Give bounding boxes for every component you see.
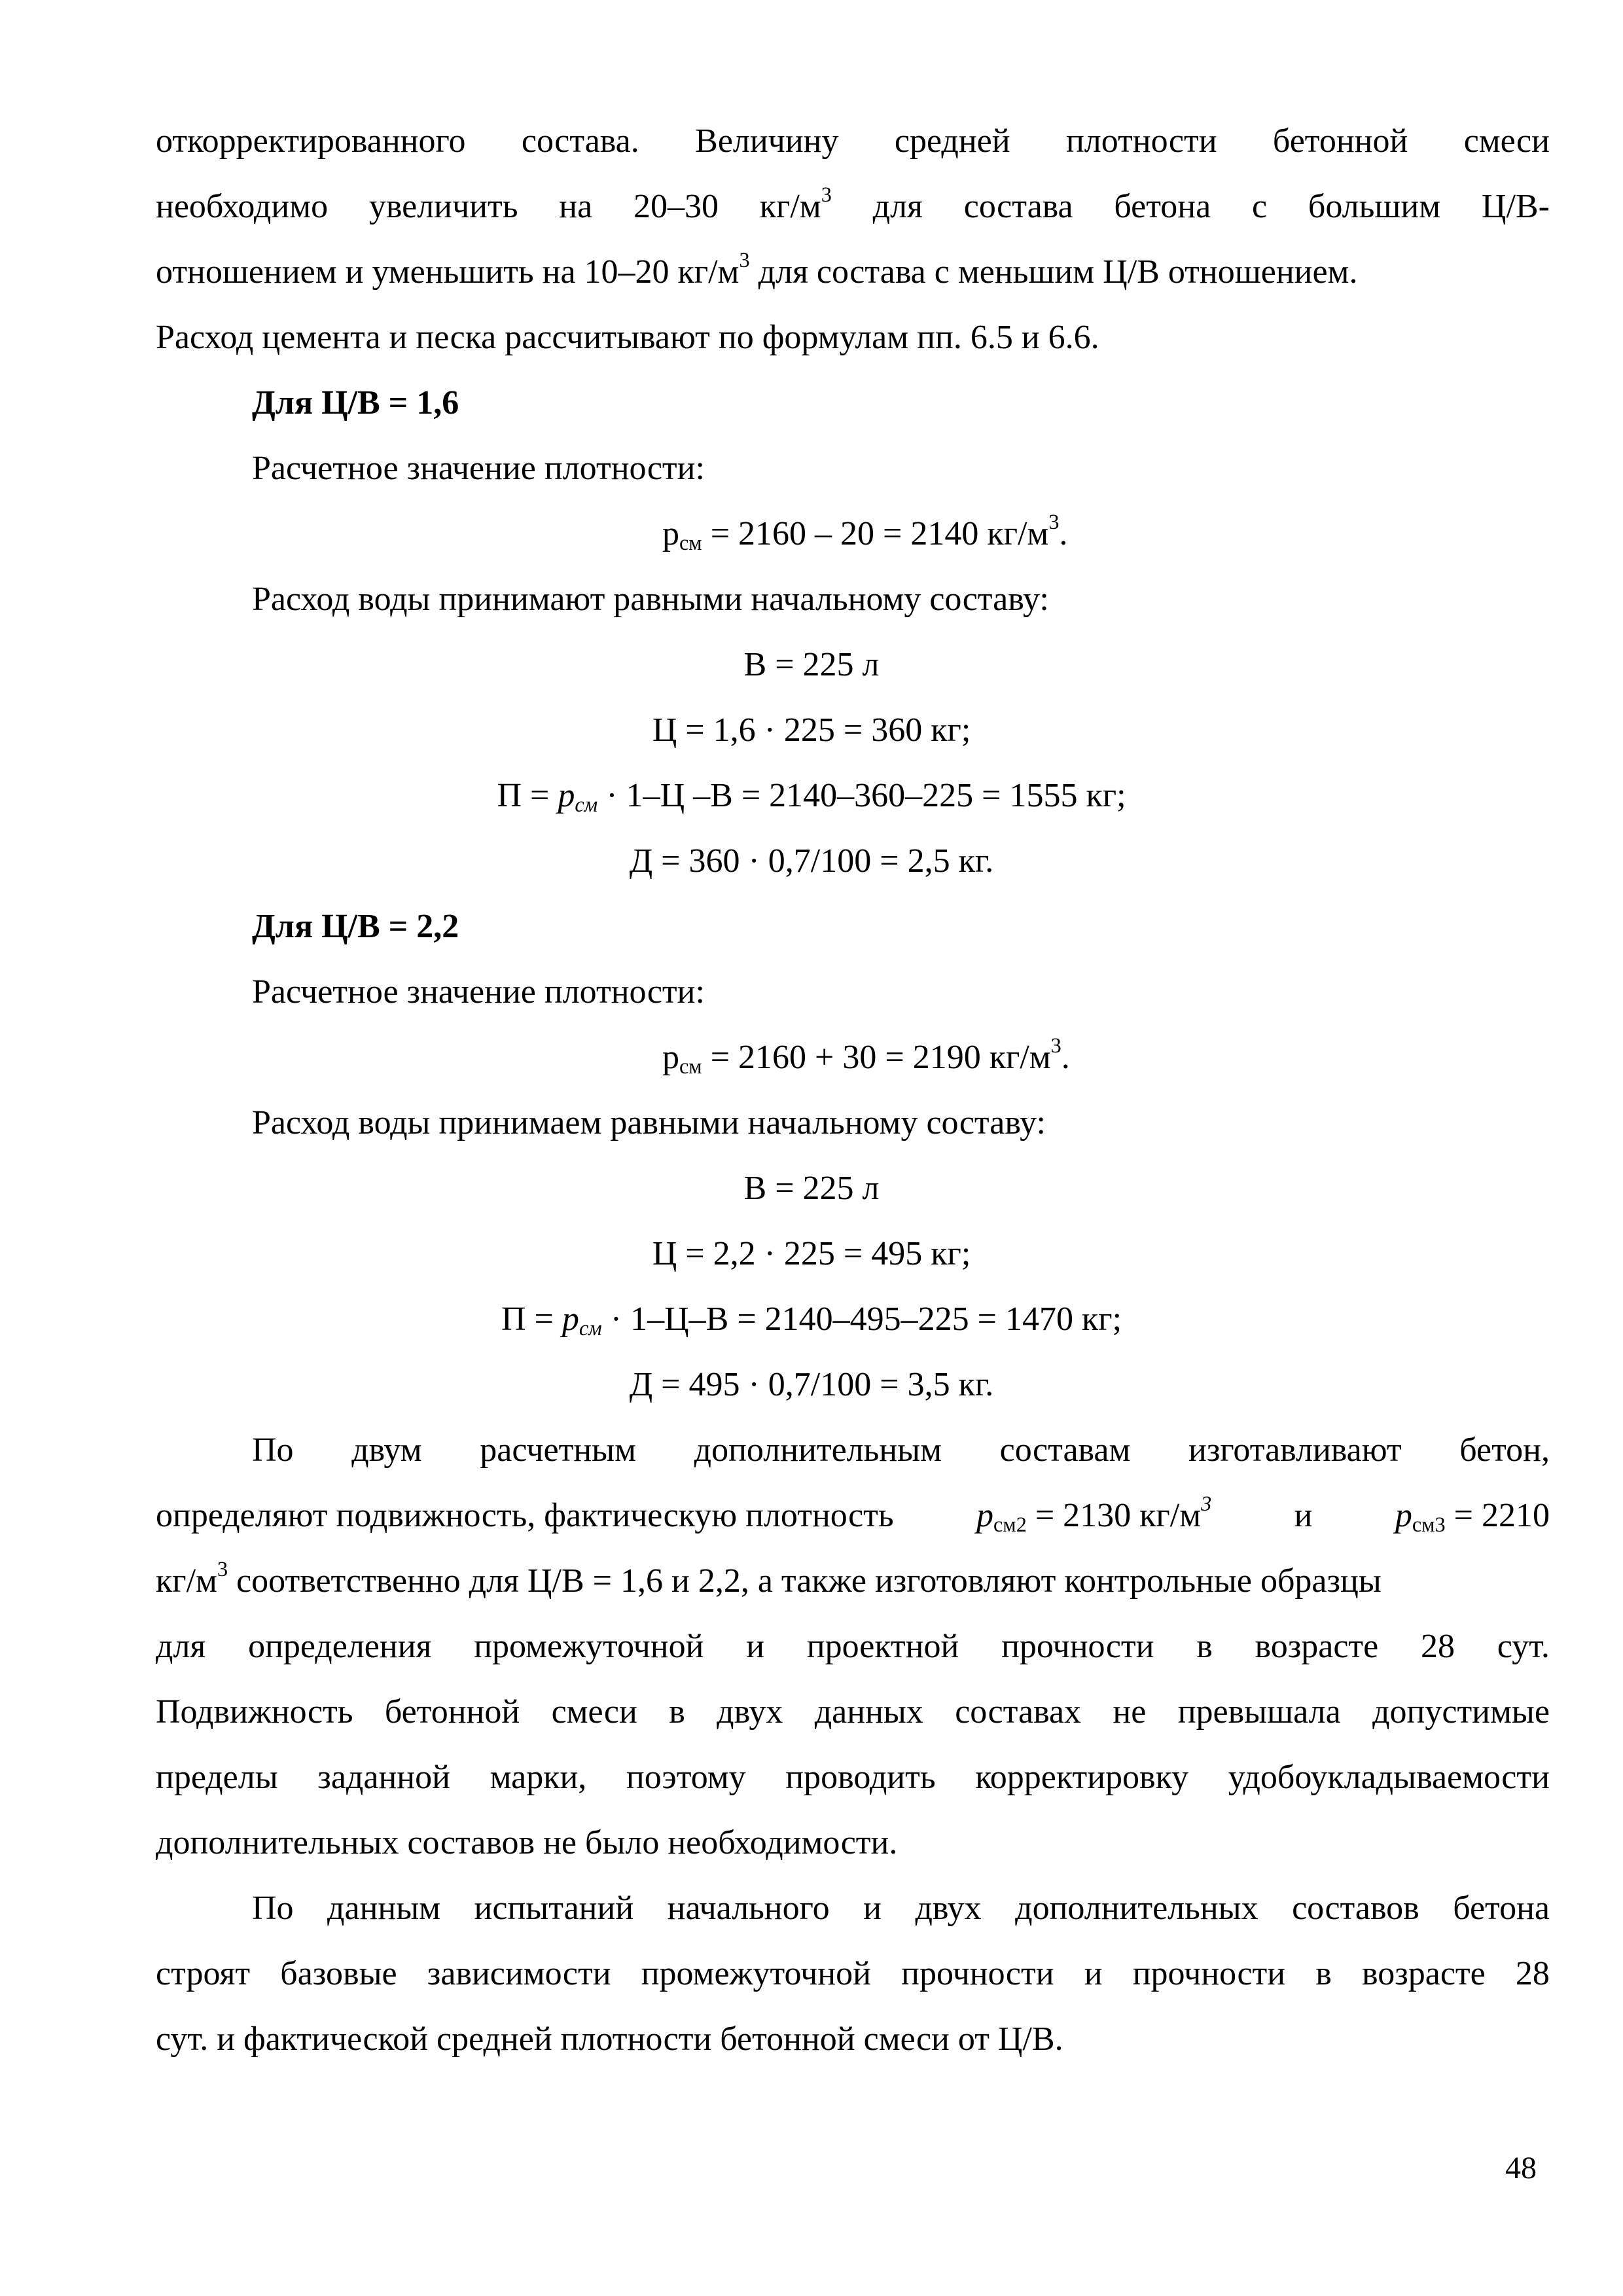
text-line: Расход воды принимают равными начальному составу:: [252, 581, 1049, 618]
word: в: [669, 1693, 685, 1731]
word: и: [863, 1890, 882, 1927]
word: прочности: [1132, 1955, 1286, 1992]
word: бетона: [1453, 1890, 1550, 1927]
word: данных: [814, 1693, 923, 1731]
word: и: [746, 1628, 765, 1665]
word: По: [252, 1431, 294, 1469]
word: изготавливают: [1188, 1431, 1402, 1469]
word: 28: [1515, 1955, 1550, 1992]
formula-cement: Ц = 2,2 · 225 = 495 кг;: [652, 1235, 971, 1272]
word: заданной: [317, 1759, 450, 1796]
word: прочности: [1001, 1628, 1154, 1665]
word: Ц/В-: [1481, 188, 1550, 225]
formula-sand: $П = р_{см} \cdot 1-Ц-В = 2140-495-225 = 1470$ кг;: [501, 1300, 1122, 1340]
text-line: [156, 1761, 1550, 1795]
word: двум: [351, 1431, 422, 1469]
word: средней: [894, 122, 1010, 160]
word: марки,: [490, 1759, 587, 1796]
word: и: [1084, 1955, 1103, 1992]
word: плотности: [1065, 122, 1217, 160]
text-line: [156, 1630, 1550, 1664]
word: двух: [717, 1693, 783, 1731]
word: превышала: [1177, 1693, 1341, 1731]
page-number: 48: [1505, 2151, 1537, 2185]
text-line: [156, 124, 1550, 158]
word: Подвижность: [156, 1693, 353, 1731]
word: двух: [915, 1890, 982, 1927]
text-line: [252, 1892, 1550, 1926]
density-value: $р_{см3} = 2210$: [1395, 1497, 1550, 1537]
word: необходимо: [156, 188, 329, 225]
word: проектной: [806, 1628, 959, 1665]
word: прочности: [901, 1955, 1054, 1992]
text-line: [156, 1695, 1550, 1729]
word: проводить: [785, 1759, 936, 1796]
word: составам: [999, 1431, 1131, 1469]
word: большим: [1308, 188, 1441, 225]
text-line: отношением и уменьшить на 10–20 $кг/м^3$ для состава с меньшим Ц/В отношением.: [156, 247, 1358, 291]
word: возрасте: [1255, 1628, 1379, 1665]
text-line: [252, 1433, 1550, 1467]
text-line: Расход воды принимаем равными начальному составу:: [252, 1104, 1046, 1141]
formula-additive: Д = 495 · 0,7/100 = 3,5 кг.: [629, 1366, 994, 1403]
word: откорректированного: [156, 122, 466, 160]
word: По: [252, 1890, 294, 1927]
text-line: определяют подвижность, фактическую плотность $р_{см2} = 2130$ $кг/м^3$ и $р_{см3} = 2210$: [156, 1491, 1550, 1537]
word: промежуточной: [474, 1628, 704, 1665]
word: смеси: [1463, 122, 1550, 160]
word: 28: [1420, 1628, 1455, 1665]
density-value: $р_{см2} = 2130$ $кг/м^3$: [976, 1491, 1212, 1537]
word: на: [559, 188, 593, 225]
word: промежуточной: [641, 1955, 871, 1992]
section-heading: Для Ц/В = 2,2: [252, 908, 459, 945]
word: для: [872, 188, 923, 225]
text-line: дополнительных составов не было необходимости.: [156, 1824, 898, 1861]
word: состава: [963, 188, 1073, 225]
text-line: [156, 182, 1550, 225]
word: определения: [248, 1628, 432, 1665]
word: пределы: [156, 1759, 278, 1796]
word: бетон,: [1459, 1431, 1550, 1469]
word: составах: [955, 1693, 1082, 1731]
word: дополнительных: [1015, 1890, 1258, 1927]
word: строят: [156, 1955, 251, 1992]
word: 20–30: [633, 188, 719, 225]
text-line: [156, 1957, 1550, 1991]
word: испытаний: [474, 1890, 634, 1927]
word: возрасте: [1362, 1955, 1486, 1992]
word: удобоукладываемости: [1228, 1759, 1550, 1796]
formula-density: $р_{см} = 2160 - 20 = 2140$ $кг/м^3$.: [662, 509, 1068, 555]
formula-water: В = 225 л: [743, 646, 880, 683]
text-line: Расход цемента и песка рассчитывают по формулам пп. 6.5 и 6.6.: [156, 319, 1099, 356]
word: бетона: [1114, 188, 1211, 225]
word: бетонной: [384, 1693, 520, 1731]
word-with-superscript: $кг/м^3$: [759, 182, 832, 225]
word: составов: [1292, 1890, 1419, 1927]
word: не: [1113, 1693, 1147, 1731]
word: допустимые: [1372, 1693, 1550, 1731]
text-line: $кг/м^3$ соответственно для Ц/В = 1,6 и 2,2, а также изготовляют контрольные образцы: [156, 1556, 1382, 1600]
text-line: сут. и фактической средней плотности бетонной смеси от Ц/В.: [156, 2020, 1063, 2058]
word: зависимости: [427, 1955, 611, 1992]
word: смеси: [551, 1693, 637, 1731]
word: состава.: [521, 122, 639, 160]
word: корректировку: [975, 1759, 1189, 1796]
formula-cement: Ц = 1,6 · 225 = 360 кг;: [652, 711, 971, 749]
formula-density: $р_{см} = 2160 + 30 = 2190$ $кг/м^3$.: [662, 1033, 1070, 1079]
text-line: Расчетное значение плотности:: [252, 973, 705, 1011]
word: с: [1252, 188, 1268, 225]
formula-water: В = 225 л: [743, 1170, 880, 1207]
word: Величину: [695, 122, 839, 160]
word: для: [156, 1628, 206, 1665]
word: начального: [667, 1890, 830, 1927]
word: расчетным: [480, 1431, 637, 1469]
word: увеличить: [368, 188, 518, 225]
word: бетонной: [1272, 122, 1408, 160]
word: в: [1315, 1955, 1332, 1992]
formula-sand: $П = р_{см} \cdot 1-Ц$ –В = 2140–360–225 = 1555 кг;: [497, 777, 1126, 817]
section-heading: Для Ц/В = 1,6: [252, 384, 459, 422]
word: поэтому: [626, 1759, 746, 1796]
word: данным: [327, 1890, 441, 1927]
formula-additive: Д = 360 · 0,7/100 = 2,5 кг.: [629, 842, 994, 880]
word: сут.: [1497, 1628, 1550, 1665]
word: базовые: [280, 1955, 397, 1992]
word: в: [1196, 1628, 1213, 1665]
word: дополнительным: [694, 1431, 942, 1469]
text-line: Расчетное значение плотности:: [252, 450, 705, 487]
